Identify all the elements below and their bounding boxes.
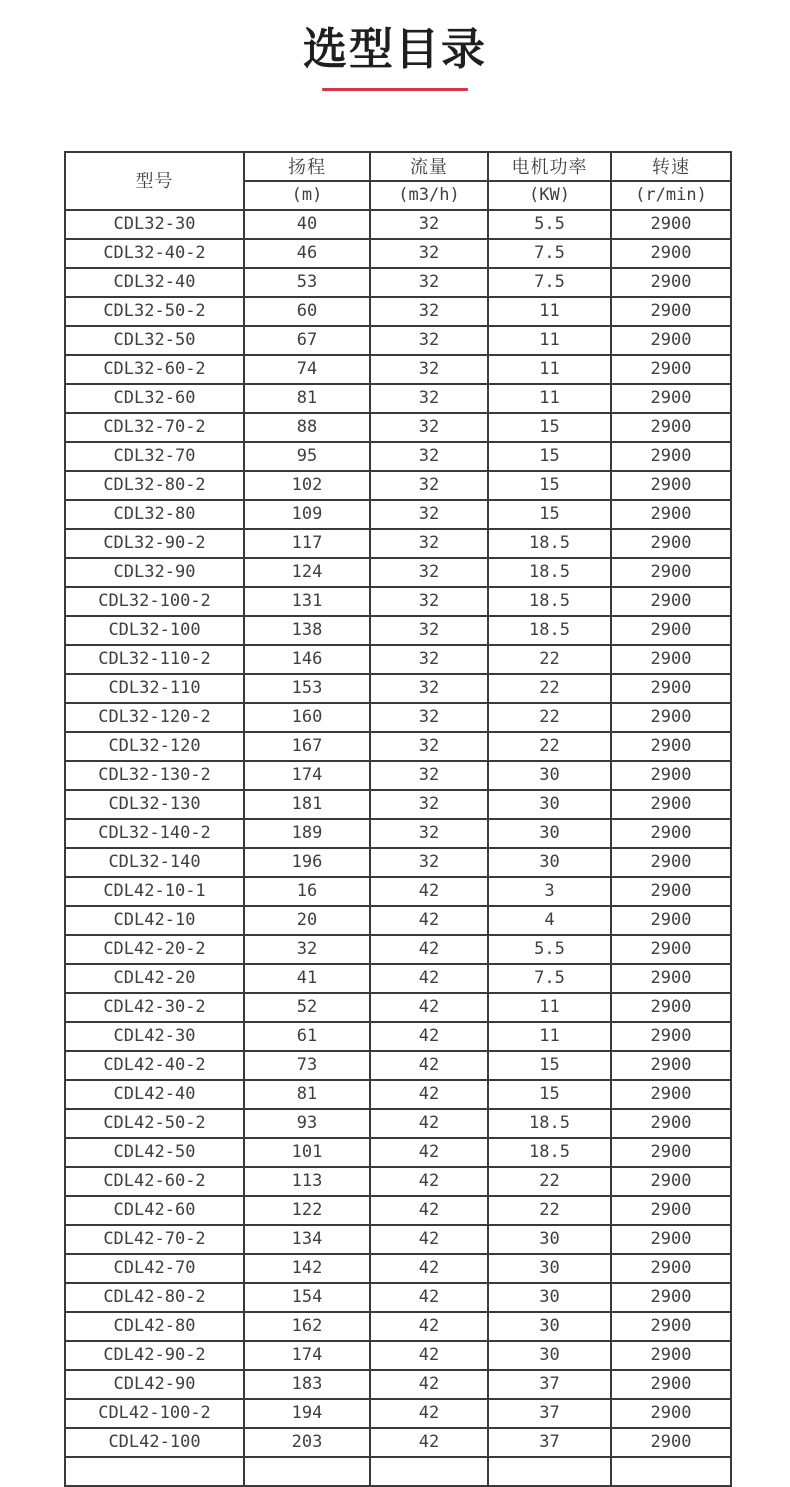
table-row [65, 1109, 731, 1138]
table-cell: 2900 [611, 877, 731, 906]
table-cell: 32 [370, 210, 488, 239]
table-cell: 95 [244, 442, 370, 471]
table-cell: CDL32-100 [65, 616, 244, 645]
table-cell: 15 [488, 1080, 611, 1109]
table-cell: 2900 [611, 442, 731, 471]
table-cell: 30 [488, 848, 611, 877]
table-cell: 7.5 [488, 239, 611, 268]
table-cell: 52 [244, 993, 370, 1022]
table-row [65, 500, 731, 529]
table-cell: 109 [244, 500, 370, 529]
table-cell: 122 [244, 1196, 370, 1225]
table-cell: 42 [370, 1022, 488, 1051]
table-row [65, 268, 731, 297]
table-cell: 30 [488, 1225, 611, 1254]
table-row [65, 935, 731, 964]
table-cell: 181 [244, 790, 370, 819]
table-cell: 22 [488, 703, 611, 732]
table-cell: 18.5 [488, 558, 611, 587]
table-cell: 3 [488, 877, 611, 906]
table-cell: 2900 [611, 529, 731, 558]
table-cell: 2900 [611, 1051, 731, 1080]
table-cell: 154 [244, 1283, 370, 1312]
table-cell: 134 [244, 1225, 370, 1254]
table-cell: 5.5 [488, 210, 611, 239]
table-cell: CDL32-30 [65, 210, 244, 239]
table-cell: 2900 [611, 413, 731, 442]
table-row [65, 1341, 731, 1370]
table-cell: 2900 [611, 297, 731, 326]
table-cell: 2900 [611, 1283, 731, 1312]
table-cell: 61 [244, 1022, 370, 1051]
table-cell: 22 [488, 645, 611, 674]
table-cell: 11 [488, 326, 611, 355]
table-cell: 32 [370, 326, 488, 355]
table-cell: 2900 [611, 616, 731, 645]
table-row [65, 761, 731, 790]
table-cell: 2900 [611, 1370, 731, 1399]
table-row [65, 616, 731, 645]
table-row [65, 732, 731, 761]
table-cell: 2900 [611, 558, 731, 587]
table-cell: 42 [370, 1225, 488, 1254]
table-row [65, 297, 731, 326]
table-cell: 2900 [611, 1225, 731, 1254]
table-cell: 146 [244, 645, 370, 674]
table-row [65, 413, 731, 442]
table-cell: 53 [244, 268, 370, 297]
table-cell: CDL42-10 [65, 906, 244, 935]
table-cell: 102 [244, 471, 370, 500]
col-unit-flow: (m3/h) [370, 181, 488, 210]
table-cell: 60 [244, 297, 370, 326]
table-cell: 2900 [611, 1428, 731, 1457]
table-cell: 174 [244, 1341, 370, 1370]
table-row [65, 1312, 731, 1341]
table-cell [370, 1457, 488, 1486]
table-cell: 30 [488, 761, 611, 790]
table-cell: 30 [488, 1312, 611, 1341]
table-row [65, 1283, 731, 1312]
table-cell: 81 [244, 1080, 370, 1109]
table-cell: 7.5 [488, 964, 611, 993]
table-cell: CDL32-90-2 [65, 529, 244, 558]
table-row [65, 1428, 731, 1457]
table-cell: 22 [488, 732, 611, 761]
table-cell: 22 [488, 1167, 611, 1196]
table-cell: CDL32-130 [65, 790, 244, 819]
table-cell: 20 [244, 906, 370, 935]
table-cell: 32 [244, 935, 370, 964]
table-cell: 32 [370, 355, 488, 384]
table-cell: 2900 [611, 993, 731, 1022]
table-cell: 32 [370, 848, 488, 877]
table-row [65, 848, 731, 877]
table-cell: 30 [488, 1341, 611, 1370]
table-cell: 174 [244, 761, 370, 790]
table-cell: 32 [370, 471, 488, 500]
table-cell: CDL32-60 [65, 384, 244, 413]
table-cell: 40 [244, 210, 370, 239]
table-cell: 88 [244, 413, 370, 442]
table-cell: 18.5 [488, 529, 611, 558]
table-cell: 183 [244, 1370, 370, 1399]
table-cell: 2900 [611, 1341, 731, 1370]
table-cell: 32 [370, 703, 488, 732]
table-cell: 18.5 [488, 1109, 611, 1138]
table-cell: 162 [244, 1312, 370, 1341]
col-header-speed: 转速 [611, 152, 731, 181]
table-cell: CDL42-100 [65, 1428, 244, 1457]
table-cell: 117 [244, 529, 370, 558]
table-cell: 11 [488, 297, 611, 326]
table-cell: 2900 [611, 1254, 731, 1283]
table-cell: 32 [370, 442, 488, 471]
table-row [65, 1167, 731, 1196]
table-cell: 2900 [611, 1399, 731, 1428]
table-row [65, 1051, 731, 1080]
table-cell: 42 [370, 935, 488, 964]
table-cell: 32 [370, 297, 488, 326]
table-cell: 153 [244, 674, 370, 703]
table-row [65, 1399, 731, 1428]
table-cell: 42 [370, 1051, 488, 1080]
table-cell: 2900 [611, 645, 731, 674]
table-cell: 2900 [611, 964, 731, 993]
table-cell: 42 [370, 964, 488, 993]
table-cell: 32 [370, 413, 488, 442]
table-cell: 32 [370, 790, 488, 819]
table-cell: CDL42-20-2 [65, 935, 244, 964]
table-cell: 30 [488, 790, 611, 819]
table-cell: CDL32-110-2 [65, 645, 244, 674]
table-cell: CDL32-70 [65, 442, 244, 471]
table-cell: 15 [488, 1051, 611, 1080]
table-row [65, 993, 731, 1022]
table-cell: 2900 [611, 1312, 731, 1341]
table-cell: 2900 [611, 210, 731, 239]
col-header-motor-power: 电机功率 [488, 152, 611, 181]
table-cell: 2900 [611, 268, 731, 297]
table-cell: 41 [244, 964, 370, 993]
table-cell: CDL42-30-2 [65, 993, 244, 1022]
table-cell: 16 [244, 877, 370, 906]
table-cell: CDL32-100-2 [65, 587, 244, 616]
table-body [65, 210, 731, 1486]
table-cell: CDL42-80-2 [65, 1283, 244, 1312]
table-cell: 4 [488, 906, 611, 935]
table-cell: 2900 [611, 326, 731, 355]
header-row-labels [65, 152, 731, 181]
table-cell: CDL32-130-2 [65, 761, 244, 790]
table-cell: CDL42-80 [65, 1312, 244, 1341]
table-cell: 124 [244, 558, 370, 587]
table-cell: 42 [370, 1283, 488, 1312]
table-row [65, 645, 731, 674]
table-row [65, 558, 731, 587]
table-cell: 73 [244, 1051, 370, 1080]
table-cell: 42 [370, 993, 488, 1022]
table-row-clipped [65, 1457, 731, 1486]
table-cell: 81 [244, 384, 370, 413]
col-unit-motor-power: (KW) [488, 181, 611, 210]
table-cell: 11 [488, 384, 611, 413]
table-row [65, 1138, 731, 1167]
table-cell: 167 [244, 732, 370, 761]
page-title: 选型目录 [303, 25, 487, 74]
table-cell: 7.5 [488, 268, 611, 297]
table-row [65, 384, 731, 413]
table-cell: 30 [488, 1283, 611, 1312]
table-cell: 22 [488, 1196, 611, 1225]
table-row [65, 471, 731, 500]
table-cell: CDL42-50 [65, 1138, 244, 1167]
table-row [65, 674, 731, 703]
table-cell: 2900 [611, 819, 731, 848]
table-row [65, 529, 731, 558]
table-cell: 32 [370, 616, 488, 645]
table-cell: CDL32-140-2 [65, 819, 244, 848]
table-row [65, 964, 731, 993]
table-cell: 11 [488, 1022, 611, 1051]
table-cell: CDL32-110 [65, 674, 244, 703]
table-cell: 2900 [611, 1109, 731, 1138]
table-cell: 32 [370, 732, 488, 761]
table-cell: CDL42-30 [65, 1022, 244, 1051]
table-cell: 2900 [611, 384, 731, 413]
table-cell: 11 [488, 993, 611, 1022]
table-cell: 15 [488, 413, 611, 442]
table-cell: CDL42-20 [65, 964, 244, 993]
table-cell: 189 [244, 819, 370, 848]
table-cell: 42 [370, 1109, 488, 1138]
table-cell: 196 [244, 848, 370, 877]
table-cell [488, 1457, 611, 1486]
table-cell [244, 1457, 370, 1486]
table-cell: 22 [488, 674, 611, 703]
table-cell: 2900 [611, 674, 731, 703]
table-row [65, 1022, 731, 1051]
table-cell: CDL42-40-2 [65, 1051, 244, 1080]
table-cell: 30 [488, 819, 611, 848]
table-cell: 32 [370, 819, 488, 848]
table-cell: 2900 [611, 1022, 731, 1051]
table-row [65, 442, 731, 471]
col-unit-speed: (r/min) [611, 181, 731, 210]
table-cell: 93 [244, 1109, 370, 1138]
table-row [65, 790, 731, 819]
table-cell: 101 [244, 1138, 370, 1167]
table-cell: 18.5 [488, 1138, 611, 1167]
table-cell: 18.5 [488, 616, 611, 645]
table-row [65, 1080, 731, 1109]
table-cell: 2900 [611, 790, 731, 819]
table-cell: CDL32-140 [65, 848, 244, 877]
table-cell: 42 [370, 1341, 488, 1370]
table-cell: 32 [370, 587, 488, 616]
table-cell: CDL32-40-2 [65, 239, 244, 268]
table-row [65, 239, 731, 268]
table-cell: 32 [370, 558, 488, 587]
table-cell: 2900 [611, 587, 731, 616]
table-cell: CDL42-100-2 [65, 1399, 244, 1428]
table-cell: 37 [488, 1428, 611, 1457]
table-cell: 2900 [611, 471, 731, 500]
table-row [65, 703, 731, 732]
table-cell: CDL42-60-2 [65, 1167, 244, 1196]
table-cell: 42 [370, 1254, 488, 1283]
table-row [65, 1370, 731, 1399]
table-cell: 131 [244, 587, 370, 616]
table-cell: CDL42-10-1 [65, 877, 244, 906]
table-row [65, 587, 731, 616]
table-cell: 2900 [611, 732, 731, 761]
col-unit-head: (m) [244, 181, 370, 210]
table-cell: 42 [370, 1080, 488, 1109]
table-cell: 42 [370, 906, 488, 935]
table-cell: 15 [488, 500, 611, 529]
table-cell: 42 [370, 1428, 488, 1457]
table-cell: CDL32-120-2 [65, 703, 244, 732]
table-cell: CDL32-70-2 [65, 413, 244, 442]
title-block [0, 0, 790, 91]
table-cell: 32 [370, 645, 488, 674]
table-row [65, 1196, 731, 1225]
table-row [65, 877, 731, 906]
table-cell: 42 [370, 1399, 488, 1428]
table-cell: 160 [244, 703, 370, 732]
table-cell: 30 [488, 1254, 611, 1283]
table-cell: 2900 [611, 703, 731, 732]
table-cell: 74 [244, 355, 370, 384]
table-row [65, 210, 731, 239]
table-cell: 32 [370, 761, 488, 790]
table-cell [65, 1457, 244, 1486]
table-cell: 2900 [611, 500, 731, 529]
table-cell: 32 [370, 239, 488, 268]
table-cell: CDL42-60 [65, 1196, 244, 1225]
table-cell: CDL42-90-2 [65, 1341, 244, 1370]
table-cell: 194 [244, 1399, 370, 1428]
table-cell: CDL42-40 [65, 1080, 244, 1109]
table-row [65, 326, 731, 355]
selection-catalog-table [64, 151, 732, 1487]
table-cell [611, 1457, 731, 1486]
col-header-head: 扬程 [244, 152, 370, 181]
table-row [65, 355, 731, 384]
col-header-flow: 流量 [370, 152, 488, 181]
table-cell: 32 [370, 268, 488, 297]
table-cell: 11 [488, 355, 611, 384]
table-cell: 138 [244, 616, 370, 645]
table-cell: 2900 [611, 906, 731, 935]
table-cell: CDL32-80-2 [65, 471, 244, 500]
col-header-model: 型号 [65, 152, 244, 210]
table-cell: CDL32-90 [65, 558, 244, 587]
title-underline [322, 88, 468, 91]
table-cell: 37 [488, 1370, 611, 1399]
table-cell: CDL42-90 [65, 1370, 244, 1399]
table-cell: CDL32-120 [65, 732, 244, 761]
table-cell: 2900 [611, 355, 731, 384]
table-cell: 2900 [611, 1138, 731, 1167]
table-cell: 42 [370, 1370, 488, 1399]
table-row [65, 1225, 731, 1254]
table-cell: 32 [370, 500, 488, 529]
table-cell: CDL42-70 [65, 1254, 244, 1283]
table-cell: 2900 [611, 1196, 731, 1225]
table-row [65, 906, 731, 935]
table-cell: CDL32-60-2 [65, 355, 244, 384]
table-cell: CDL32-50 [65, 326, 244, 355]
table-cell: 42 [370, 1138, 488, 1167]
table-cell: 32 [370, 674, 488, 703]
table-cell: 113 [244, 1167, 370, 1196]
table-cell: 18.5 [488, 587, 611, 616]
table-cell: 203 [244, 1428, 370, 1457]
table-cell: 37 [488, 1399, 611, 1428]
table-cell: 142 [244, 1254, 370, 1283]
table-cell: 42 [370, 1196, 488, 1225]
table-cell: CDL42-70-2 [65, 1225, 244, 1254]
table-cell: 2900 [611, 761, 731, 790]
table-cell: 46 [244, 239, 370, 268]
table-cell: CDL32-50-2 [65, 297, 244, 326]
table-row [65, 819, 731, 848]
table-cell: 2900 [611, 848, 731, 877]
table-cell: 5.5 [488, 935, 611, 964]
table-cell: CDL32-40 [65, 268, 244, 297]
table-cell: 67 [244, 326, 370, 355]
table-cell: CDL42-50-2 [65, 1109, 244, 1138]
table-cell: 2900 [611, 1167, 731, 1196]
table-cell: 32 [370, 384, 488, 413]
table-cell: CDL32-80 [65, 500, 244, 529]
table-cell: 42 [370, 1312, 488, 1341]
table-cell: 2900 [611, 935, 731, 964]
table-cell: 32 [370, 529, 488, 558]
table-cell: 2900 [611, 239, 731, 268]
table-cell: 15 [488, 471, 611, 500]
table-cell: 2900 [611, 1080, 731, 1109]
table-header [65, 152, 731, 210]
table-row [65, 1254, 731, 1283]
table-cell: 42 [370, 877, 488, 906]
table-cell: 42 [370, 1167, 488, 1196]
table-cell: 15 [488, 442, 611, 471]
